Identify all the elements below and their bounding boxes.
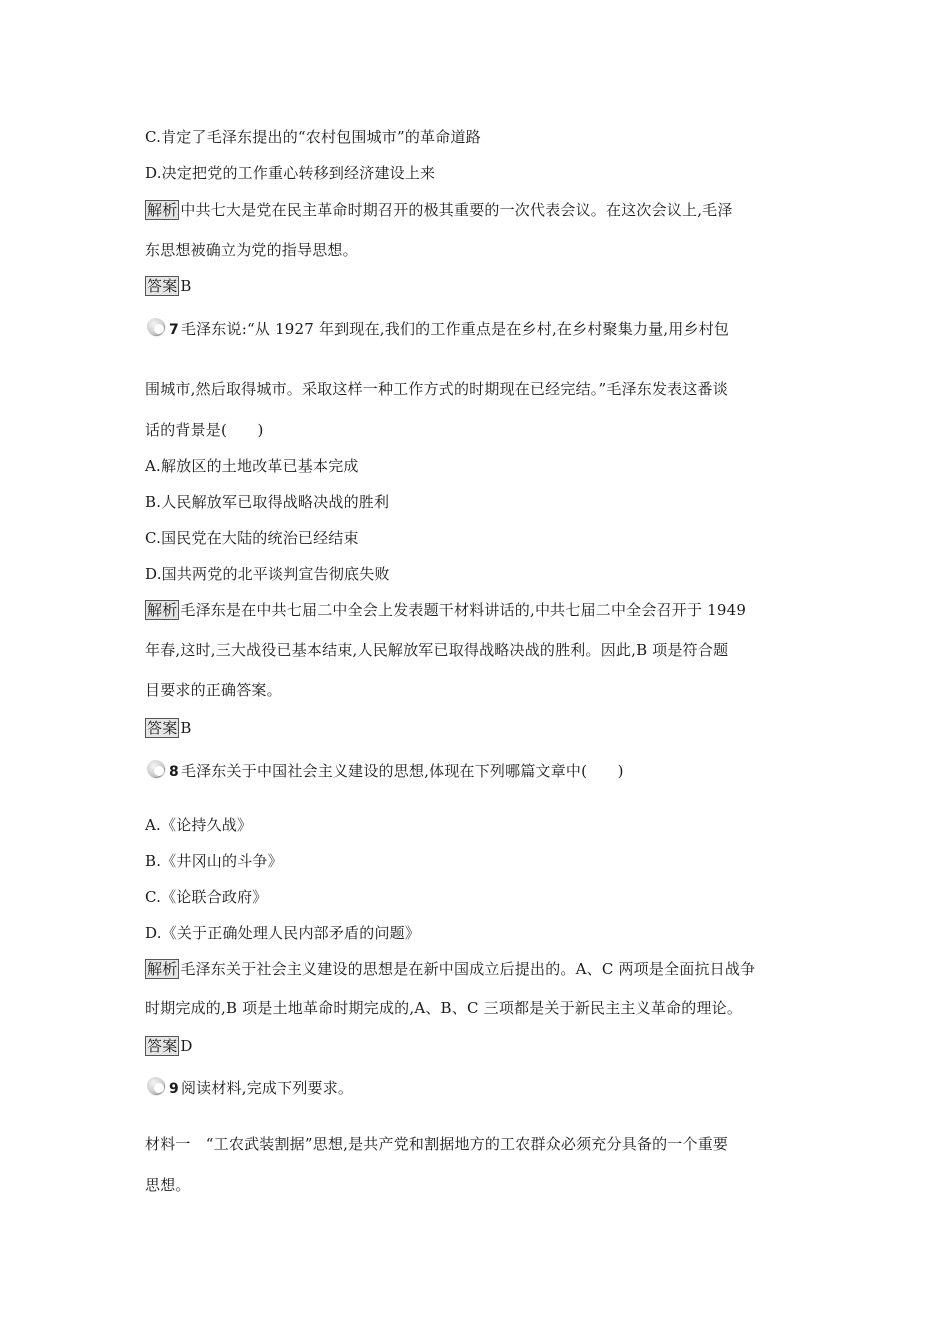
q6-option-d: D.决定把党的工作重心转移到经济建设上来	[145, 164, 436, 182]
analysis-label: 解析	[147, 601, 178, 619]
analysis-label: 解析	[147, 201, 178, 219]
q8-option-b: B.《井冈山的斗争》	[145, 852, 283, 870]
answer-label: 答案	[147, 277, 178, 295]
q8-analysis-line-2: 时期完成的,B 项是土地革命时期完成的,A、B、C 三项都是关于新民主主义革命的理论。	[145, 999, 743, 1017]
q8-answer: D	[180, 1037, 193, 1055]
q9-number: 9	[169, 1081, 179, 1097]
q7-analysis-line-3: 目要求的正确答案。	[145, 681, 282, 699]
q6-answer: B	[180, 277, 192, 295]
q7-stem-line-2: 围城市,然后取得城市。采取这样一种工作方式的时期现在已经完结。”毛泽东发表这番谈	[145, 380, 728, 398]
q8-number: 8	[169, 764, 179, 780]
q6-option-c: C.肯定了毛泽东提出的“农村包围城市”的革命道路	[145, 128, 481, 146]
question-marker-icon	[145, 1077, 167, 1097]
q7-stem-line-3: 话的背景是( )	[145, 421, 264, 439]
q7-answer: B	[180, 719, 192, 737]
q9-stem-line-1	[145, 1077, 810, 1099]
q8-option-d: D.《关于正确处理人民内部矛盾的问题》	[145, 924, 421, 942]
question-marker-icon	[145, 318, 167, 338]
q8-answer-line	[145, 1036, 810, 1056]
q6-analysis-line-1	[145, 200, 810, 220]
q7-option-c: C.国民党在大陆的统治已经结束	[145, 529, 359, 547]
q7-stem-line-1	[145, 318, 810, 340]
q9-material1-line-2: 思想。	[145, 1176, 191, 1194]
q8-analysis-text-1: 毛泽东关于社会主义建设的思想是在新中国成立后提出的。A、C 两项是全面抗日战争	[180, 960, 756, 978]
answer-label: 答案	[147, 719, 178, 737]
q7-number: 7	[169, 322, 179, 338]
q7-analysis-line-2: 年春,这时,三大战役已基本结束,人民解放军已取得战略决战的胜利。因此,B 项是符合题	[145, 641, 729, 659]
q7-answer-line	[145, 718, 810, 738]
q8-option-a: A.《论持久战》	[145, 816, 253, 834]
q6-answer-line	[145, 276, 810, 296]
q7-option-d: D.国共两党的北平谈判宣告彻底失败	[145, 565, 390, 583]
analysis-label: 解析	[147, 960, 178, 978]
q7-analysis-text-1: 毛泽东是在中共七届二中全会上发表题干材料讲话的,中共七届二中全会召开于 1949	[180, 601, 747, 619]
q8-stem-line-1	[145, 760, 810, 782]
q6-analysis-text-1: 中共七大是党在民主革命时期召开的极其重要的一次代表会议。在这次会议上,毛泽	[180, 201, 733, 219]
q7-analysis-line-1	[145, 600, 810, 620]
q6-analysis-line-2: 东思想被确立为党的指导思想。	[145, 241, 358, 259]
q8-stem-text-1: 毛泽东关于中国社会主义建设的思想,体现在下列哪篇文章中( )	[180, 762, 624, 780]
q9-material1-line-1: 材料一 “工农武装割据”思想,是共产党和割据地方的工农群众必须充分具备的一个重要	[145, 1135, 729, 1153]
q7-option-a: A.解放区的土地改革已基本完成	[145, 457, 359, 475]
q8-option-c: C.《论联合政府》	[145, 888, 268, 906]
answer-label: 答案	[147, 1037, 178, 1055]
q9-stem-text-1: 阅读材料,完成下列要求。	[180, 1079, 354, 1097]
q8-analysis-line-1	[145, 959, 810, 979]
q7-stem-text-1: 毛泽东说:“从 1927 年到现在,我们的工作重点是在乡村,在乡村聚集力量,用乡村包	[180, 320, 730, 338]
question-marker-icon	[145, 760, 167, 780]
q7-option-b: B.人民解放军已取得战略决战的胜利	[145, 493, 390, 511]
